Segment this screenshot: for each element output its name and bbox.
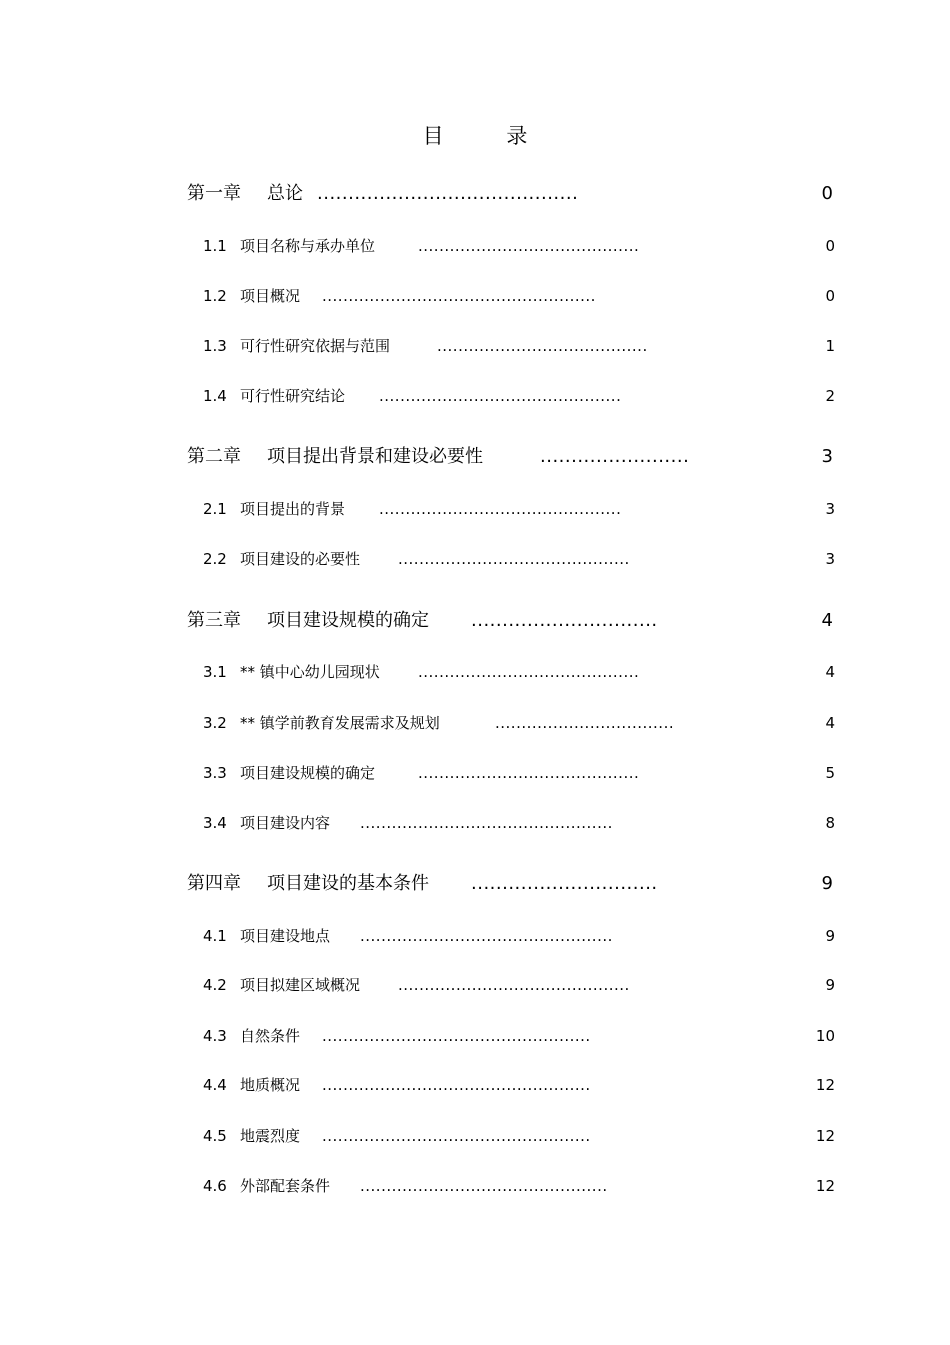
- section-number: 4.4: [203, 1076, 227, 1094]
- chapter-number: 第二章: [187, 446, 241, 467]
- section-number: 4.5: [203, 1127, 227, 1145]
- toc-entry-chapter-4[interactable]: [0, 869, 950, 899]
- section-title: 项目建设地点: [240, 927, 331, 945]
- section-title: 项目建设规模的确定: [240, 764, 376, 782]
- section-title: 项目提出的背景: [240, 500, 346, 518]
- leader-dots: ..........................................: [418, 237, 640, 255]
- section-number: 1.2: [203, 287, 227, 305]
- leader-dots: ...................................................: [322, 1076, 591, 1094]
- toc-entry-section-2-2[interactable]: [0, 544, 950, 574]
- page-number: 2: [825, 387, 835, 405]
- section-title: 地震烈度: [240, 1127, 301, 1145]
- page-number: 12: [815, 1127, 835, 1145]
- leader-dots: ..........................................: [418, 764, 640, 782]
- leader-dots: ...................................................: [322, 1127, 591, 1145]
- leader-dots: ................................................: [360, 814, 613, 832]
- leader-dots: ........................................: [437, 337, 648, 355]
- page-number: 3: [821, 446, 833, 467]
- toc-entry-section-4-6[interactable]: [0, 1171, 950, 1201]
- section-title: 地质概况: [240, 1076, 301, 1094]
- leader-dots: ..........................................: [418, 663, 640, 681]
- leader-dots: ..............................: [471, 873, 658, 894]
- section-number: 3.4: [203, 814, 227, 832]
- leader-dots: ........................: [540, 446, 690, 467]
- page-number: 0: [825, 237, 835, 255]
- leader-dots: ................................................: [360, 927, 613, 945]
- section-title: 自然条件: [240, 1027, 301, 1045]
- section-title: ** 镇学前教育发展需求及规划: [240, 714, 440, 732]
- section-number: 4.6: [203, 1177, 227, 1195]
- section-number: 2.1: [203, 500, 227, 518]
- section-title: ** 镇中心幼儿园现状: [240, 663, 380, 681]
- section-title: 项目名称与承办单位: [240, 237, 376, 255]
- section-title: 可行性研究依据与范围: [240, 337, 391, 355]
- page-number: 3: [825, 550, 835, 568]
- page-number: 5: [825, 764, 835, 782]
- page-number: 3: [825, 500, 835, 518]
- section-title: 项目拟建区域概况: [240, 976, 361, 994]
- section-number: 4.1: [203, 927, 227, 945]
- toc-entry-section-1-3[interactable]: [0, 331, 950, 361]
- leader-dots: ..............................................: [379, 500, 622, 518]
- page-number: 10: [815, 1027, 835, 1045]
- section-number: 3.2: [203, 714, 227, 732]
- toc-entry-section-4-4[interactable]: [0, 1070, 950, 1100]
- leader-dots: ..............................: [471, 610, 658, 631]
- toc-entry-section-4-3[interactable]: [0, 1021, 950, 1051]
- leader-dots: ...................................................: [322, 1027, 591, 1045]
- section-number: 2.2: [203, 550, 227, 568]
- page-number: 8: [825, 814, 835, 832]
- chapter-number: 第三章: [187, 610, 241, 631]
- leader-dots: ...............................................: [360, 1177, 608, 1195]
- page-number: 9: [821, 873, 833, 894]
- page-number: 4: [825, 663, 835, 681]
- page-number: 9: [825, 927, 835, 945]
- page-number: 0: [821, 183, 833, 204]
- page-number: 1: [825, 337, 835, 355]
- toc-entry-section-1-4[interactable]: [0, 381, 950, 411]
- section-number: 4.3: [203, 1027, 227, 1045]
- page-number: 12: [815, 1177, 835, 1195]
- section-title: 项目概况: [240, 287, 301, 305]
- section-number: 4.2: [203, 976, 227, 994]
- toc-entry-section-4-5[interactable]: [0, 1121, 950, 1151]
- page-number: 12: [815, 1076, 835, 1094]
- chapter-number: 第四章: [187, 873, 241, 894]
- section-title: 可行性研究结论: [240, 387, 346, 405]
- leader-dots: ....................................................: [322, 287, 596, 305]
- chapter-title: 项目建设的基本条件: [267, 873, 429, 894]
- section-number: 1.4: [203, 387, 227, 405]
- chapter-title: 总论: [267, 183, 303, 204]
- toc-title: 目 录: [422, 124, 556, 148]
- leader-dots: ..............................................: [379, 387, 622, 405]
- section-number: 1.3: [203, 337, 227, 355]
- section-number: 1.1: [203, 237, 227, 255]
- section-title: 项目建设的必要性: [240, 550, 361, 568]
- leader-dots: ..................................: [495, 714, 675, 732]
- page-number: 9: [825, 976, 835, 994]
- chapter-title: 项目提出背景和建设必要性: [267, 446, 483, 467]
- toc-entry-section-1-1[interactable]: [0, 231, 950, 261]
- leader-dots: ............................................: [398, 550, 630, 568]
- page-number: 4: [821, 610, 833, 631]
- section-number: 3.1: [203, 663, 227, 681]
- section-title: 项目建设内容: [240, 814, 331, 832]
- toc-entry-section-3-4[interactable]: [0, 808, 950, 838]
- section-title: 外部配套条件: [240, 1177, 331, 1195]
- toc-entry-chapter-1[interactable]: [0, 179, 950, 209]
- toc-entry-section-2-1[interactable]: [0, 494, 950, 524]
- toc-entry-chapter-2[interactable]: [0, 442, 950, 472]
- page-number: 0: [825, 287, 835, 305]
- toc-entry-section-3-3[interactable]: [0, 758, 950, 788]
- leader-dots: ..........................................: [317, 183, 579, 204]
- leader-dots: ............................................: [398, 976, 630, 994]
- chapter-title: 项目建设规模的确定: [267, 610, 429, 631]
- chapter-number: 第一章: [187, 183, 241, 204]
- toc-entry-section-4-1[interactable]: [0, 921, 950, 951]
- toc-entry-section-4-2[interactable]: [0, 970, 950, 1000]
- toc-entry-section-3-2[interactable]: [0, 708, 950, 738]
- section-number: 3.3: [203, 764, 227, 782]
- toc-entry-section-1-2[interactable]: [0, 281, 950, 311]
- toc-entry-section-3-1[interactable]: [0, 657, 950, 687]
- toc-entry-chapter-3[interactable]: [0, 606, 950, 636]
- page-number: 4: [825, 714, 835, 732]
